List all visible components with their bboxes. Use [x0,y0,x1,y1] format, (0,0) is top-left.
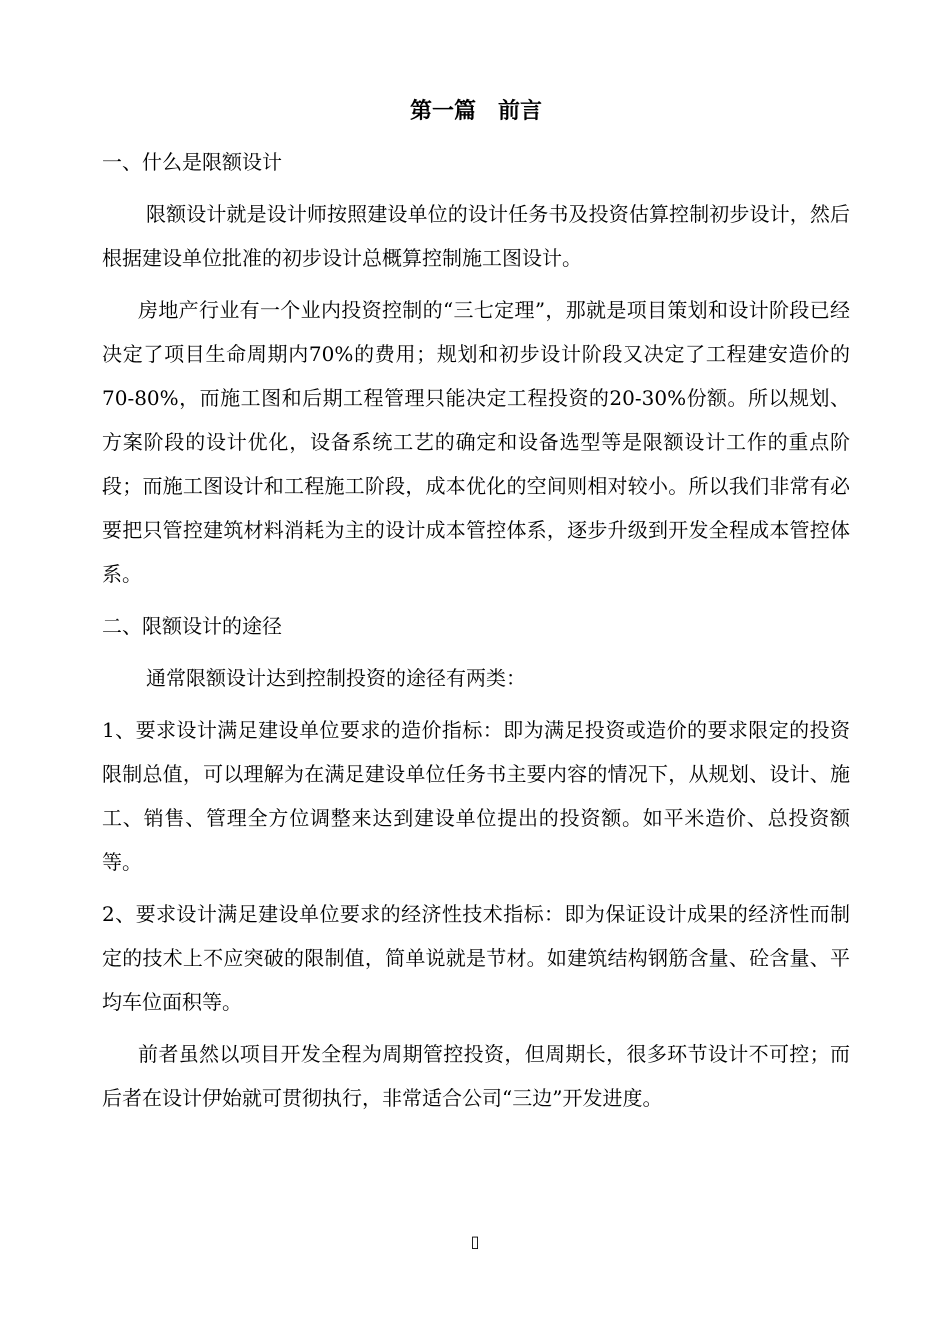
page-title: 第一篇 前言 [409,99,542,124]
list-item-cost-indicator: 1、要求设计满足建设单位要求的造价指标：即为满足投资或造价的要求限定的投资限制总值，可以理解为在满足建设单位任务书主要内容的情况下，从规划、设计、施工、销售、管理全方位调整来达到建设单位提出的投资额。如平米造价、总投资额等。 [102,718,850,874]
paragraph-three-seven-rule: 房地产行业有一个业内投资控制的“三七定理”，那就是项目策划和设计阶段已经决定了项目生命周期内70%的费用；规划和初步设计阶段又决定了工程建安造价的70-80%，而施工图和后期工程管理只能决定工程投资的20-30%份额。所以规划、方案阶段的设计优化，设备系统工艺的确定和设备选型等是限额设计工作的重点阶段；而施工图设计和工程施工阶段，成本优化的空间则相对较小。所以我们非常有必要把只管控建筑材料消耗为主的设计成本管控体系，逐步升级到开发全程成本管控体系。 [102,298,850,586]
section-heading-what-is: 一、什么是限额设计 [102,150,282,174]
page-number-marker: ▯ [470,1232,480,1251]
paragraph-definition: 限额设计就是设计师按照建设单位的设计任务书及投资估算控制初步设计，然后根据建设单位批准的初步设计总概算控制施工图设计。 [102,202,850,270]
paragraph-approaches-intro: 通常限额设计达到控制投资的途径有两类： [146,666,526,690]
paragraph-conclusion: 前者虽然以项目开发全程为周期管控投资，但周期长，很多环节设计不可控；而后者在设计伊始就可贯彻执行，非常适合公司“三边”开发进度。 [102,1042,850,1110]
list-item-technical-indicator: 2、要求设计满足建设单位要求的经济性技术指标：即为保证设计成果的经济性而制定的技术上不应突破的限制值，简单说就是节材。如建筑结构钢筋含量、砼含量、平均车位面积等。 [102,902,850,1014]
section-heading-approaches: 二、限额设计的途径 [102,614,282,638]
